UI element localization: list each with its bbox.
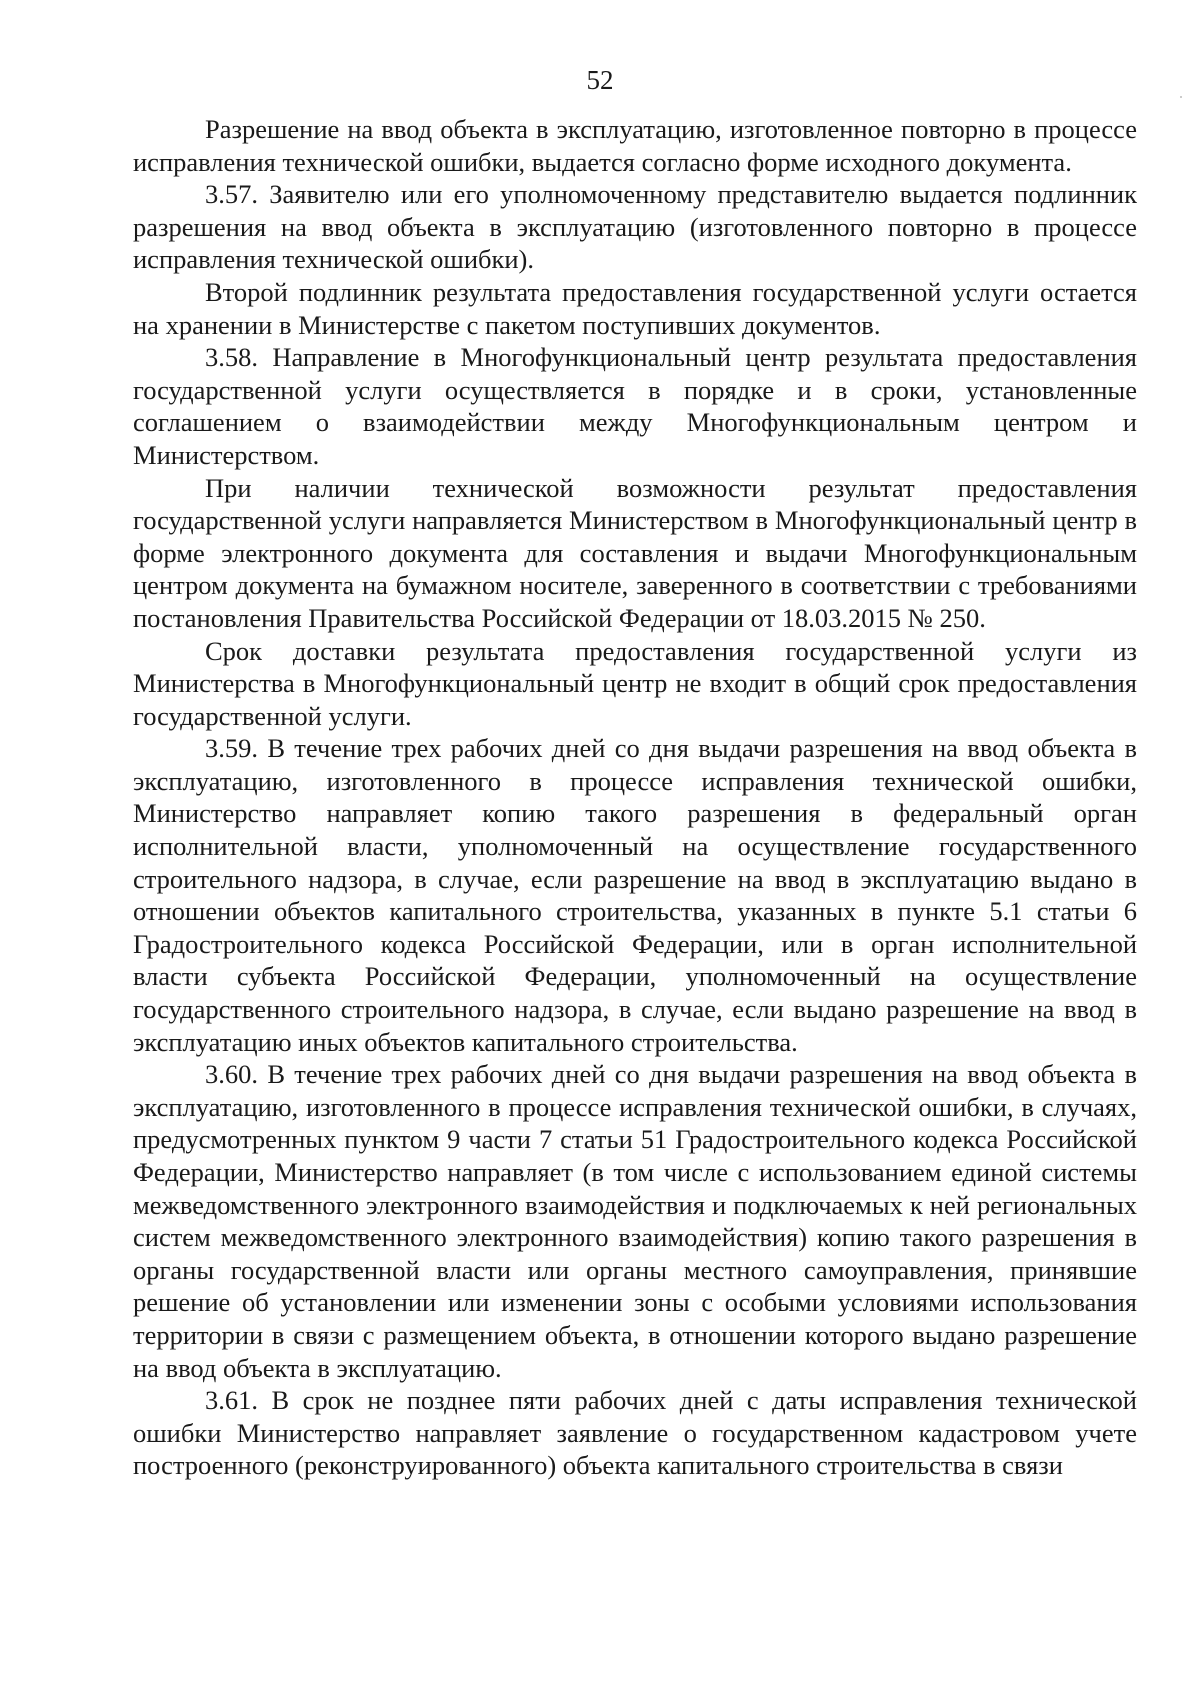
paragraph-permit-reissue-form: Разрешение на ввод объекта в эксплуатацию, изготовленное повторно в процессе исправления технической ошибки, выдается согласно форме исходного документа. [133, 114, 1137, 177]
paragraph-3-57: 3.57. Заявителю или его уполномоченному представителю выдается подлинник разрешения на ввод объекта в эксплуатацию (изготовленного повторно в процессе исправления технической ошибки). [133, 179, 1137, 275]
paragraph-3-58: 3.58. Направление в Многофункциональный центр результата предоставления государственной услуги осуществляется в порядке и в сроки, установленные соглашением о взаимодействии между Многофункциональным центром и Министерством. [133, 342, 1137, 470]
page-number: 52 [586, 65, 614, 95]
paragraph-delivery-term: Срок доставки результата предоставления государственной услуги из Министерства в Многофункциональный центр не входит в общий срок предоставления государственной услуги. [133, 635, 1137, 731]
paragraph-3-60: 3.60. В течение трех рабочих дней со дня выдачи разрешения на ввод объекта в эксплуатацию, изготовленного в процессе исправления технической ошибки, в случаях, предусмотренных пунктом 9 части 7 статьи 51 Градостроительного кодекса Российской Федерации, Министерство направляет (в том числе с использованием единой системы межведомственного электронного взаимодействия и подключаемых к ней региональных систем межведомственного электронного взаимодействия) копию такого разрешения в органы государственной власти или органы местного самоуправления, принявшие решение об установлении или изменении зоны с особыми условиями использования территории в связи с размещением объекта, в отношении которого выдано разрешение на ввод объекта в эксплуатацию. [133, 1059, 1137, 1383]
scan-artifact [1180, 96, 1182, 98]
paragraph-3-59: 3.59. В течение трех рабочих дней со дня выдачи разрешения на ввод объекта в эксплуатацию, изготовленного в процессе исправления технической ошибки, Министерство направляет копию такого разрешения в федеральный орган исполнительной власти, уполномоченный на осуществление государственного строительного надзора, в случае, если разрешение на ввод в эксплуатацию выдано в отношении объектов капитального строительства, указанных в пункте 5.1 статьи 6 Градостроительного кодекса Российской Федерации, или в орган исполнительной власти субъекта Российской Федерации, уполномоченный на осуществление государственного строительного надзора, в случае, если выдано разрешение на ввод в эксплуатацию иных объектов капитального строительства. [133, 733, 1137, 1057]
paragraph-electronic-delivery: При наличии технической возможности результат предоставления государственной услуги направляется Министерством в Многофункциональный центр в форме электронного документа для составления и выдачи Многофункциональным центром документа на бумажном носителе, заверенного в соответствии с требованиями постановления Правительства Российской Федерации от 18.03.2015 № 250. [133, 472, 1137, 633]
document-body [133, 113, 1137, 1482]
paragraph-second-original: Второй подлинник результата предоставления государственной услуги остается на хранении в Министерстве с пакетом поступивших документов. [133, 276, 1137, 340]
paragraph-3-61: 3.61. В срок не позднее пяти рабочих дней с даты исправления технической ошибки Министерство направляет заявление о государственном кадастровом учете построенного (реконструированного) объекта капитального строительства в связи [133, 1385, 1137, 1481]
